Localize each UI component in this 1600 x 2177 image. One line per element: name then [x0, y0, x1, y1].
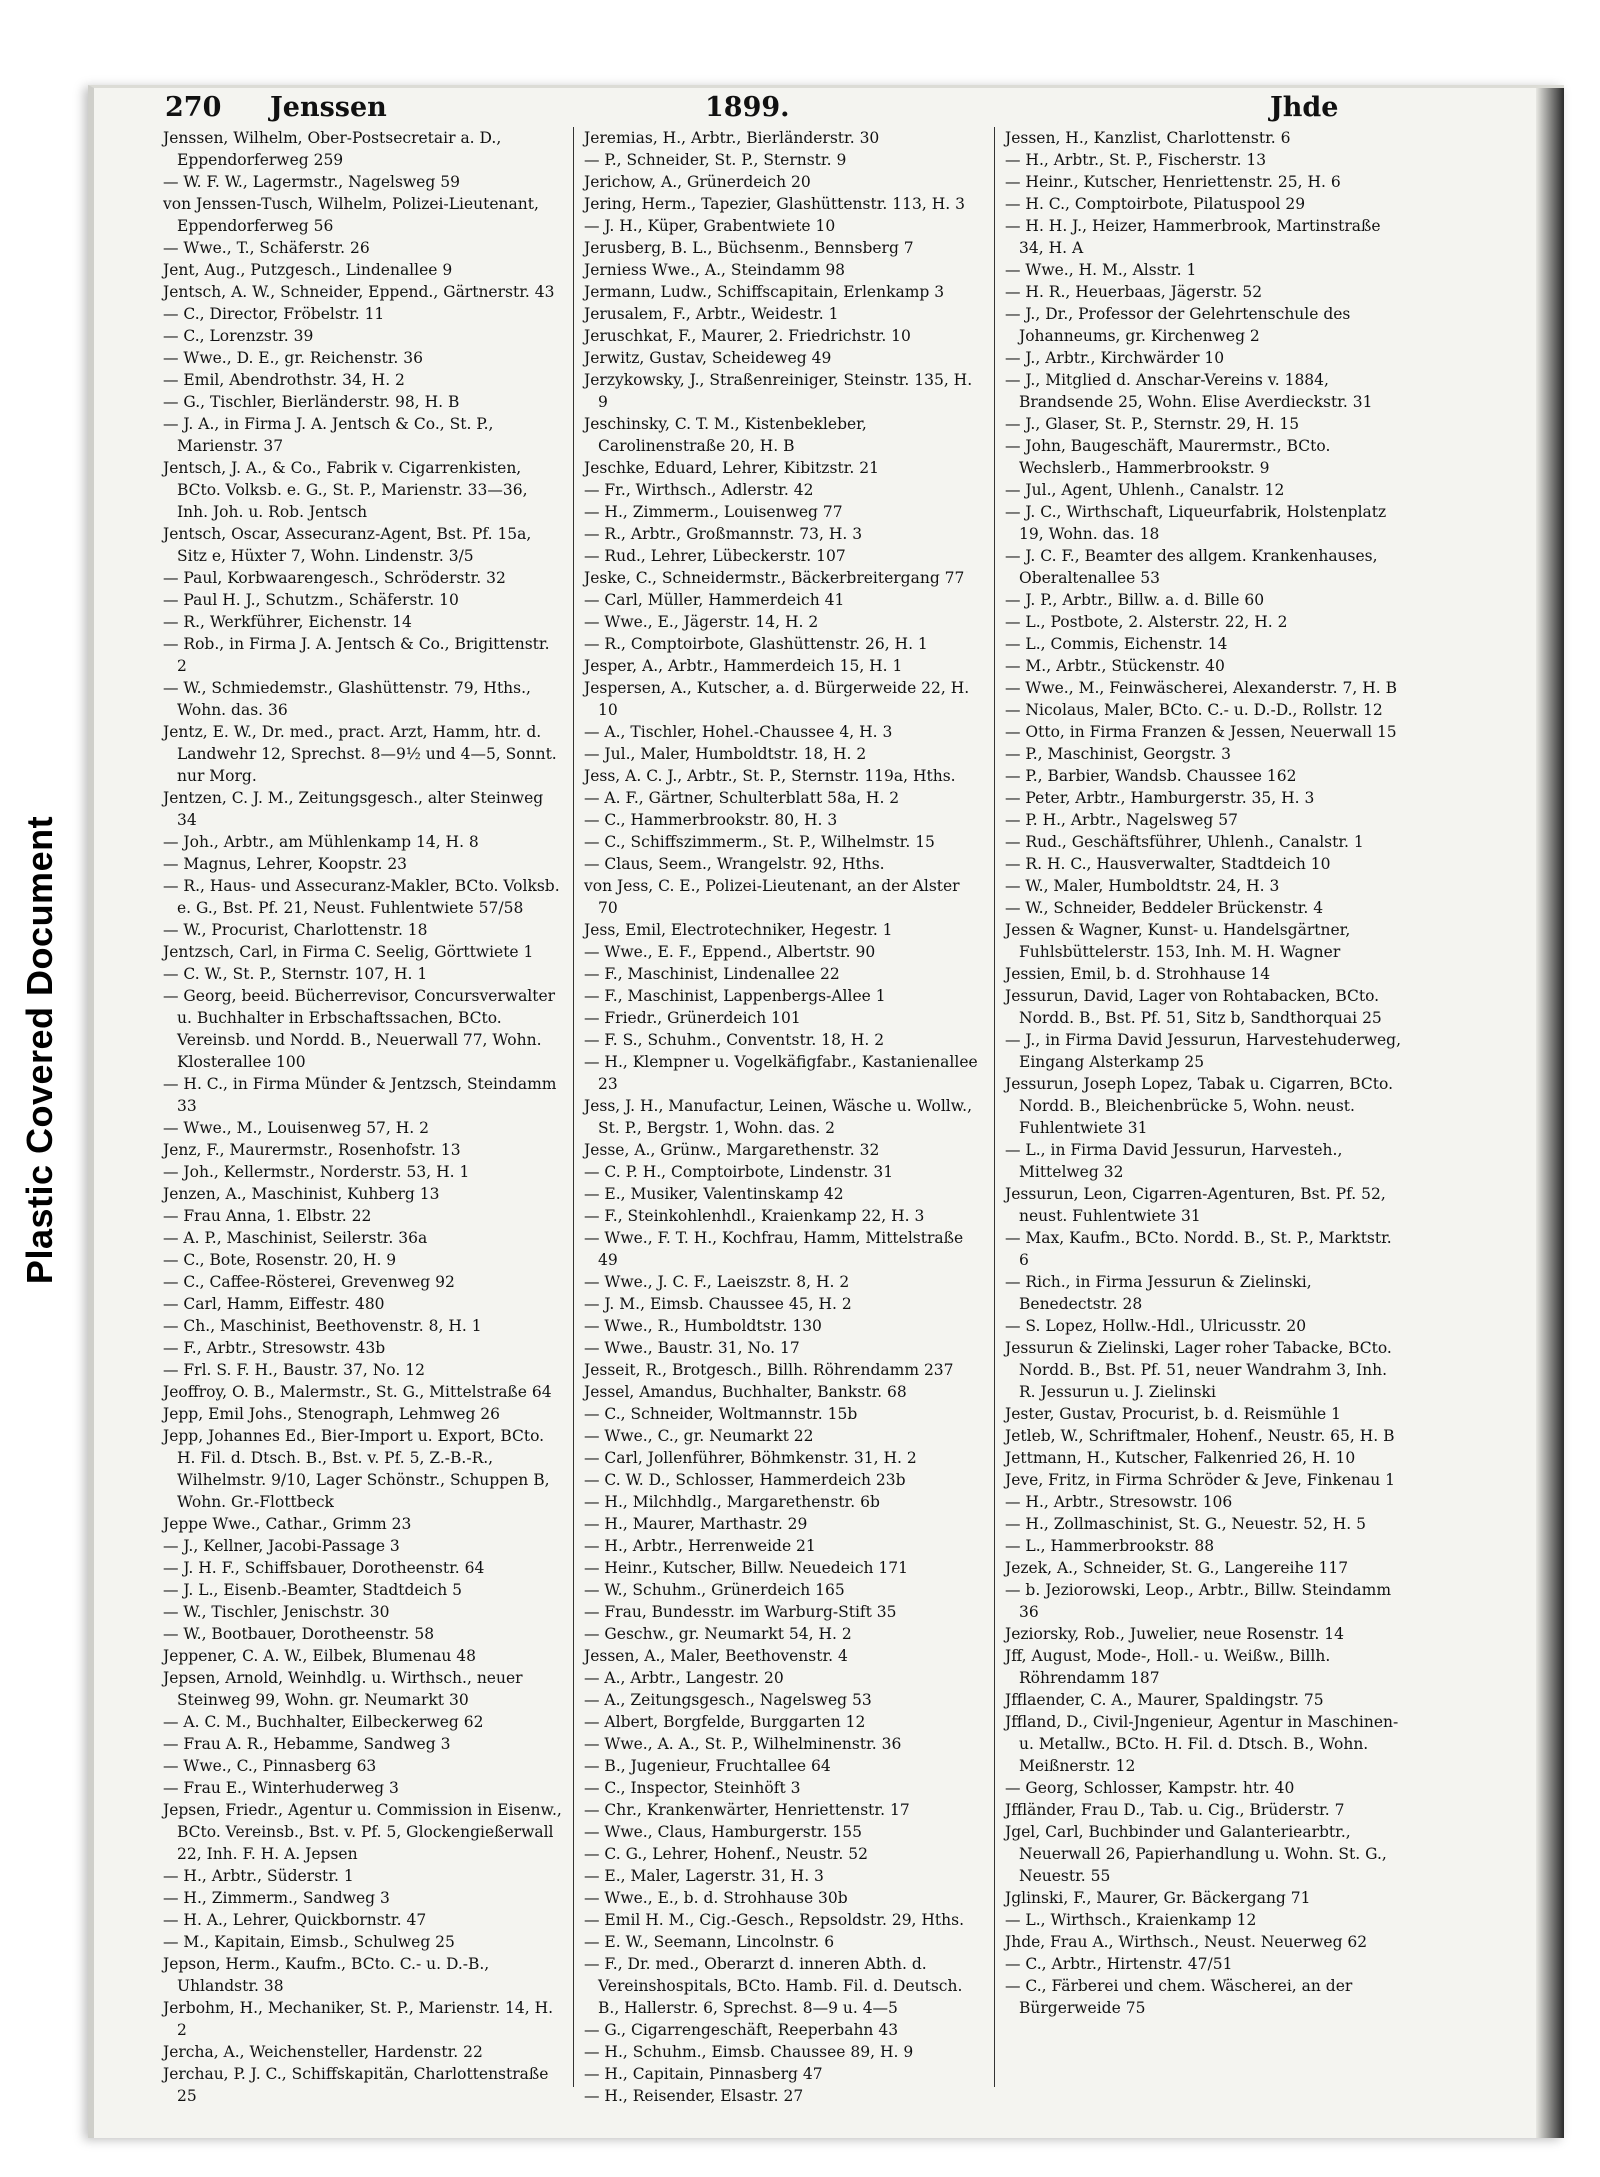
directory-entry: — W., Schuhm., Grünerdeich 165: [584, 1581, 845, 1599]
directory-entry: — P., Maschinist, Georgstr. 3: [1005, 745, 1231, 763]
directory-entry: — W., Bootbauer, Dorotheenstr. 58: [163, 1625, 435, 1643]
directory-entry: Jessurun, Leon, Cigarren-Agenturen, Bst. Pf. 52, neust. Fuhlentwiete 31: [1005, 1185, 1386, 1225]
directory-entry: Jessurun, David, Lager von Rohtabacken, BCto. Nordd. B., Bst. Pf. 51, Sitz b, Sandthorquai 25: [1005, 987, 1382, 1027]
directory-entry: — Chr., Krankenwärter, Henriettenstr. 17: [584, 1801, 910, 1819]
directory-entry: — A. C. M., Buchhalter, Eilbeckerweg 62: [163, 1713, 484, 1731]
directory-entry: Jepson, Herm., Kaufm., BCto. C.- u. D.-B., Uhlandstr. 38: [163, 1955, 490, 1995]
directory-entry: — S. Lopez, Hollw.-Hdl., Ulricusstr. 20: [1005, 1317, 1307, 1335]
directory-entry: — P. H., Arbtr., Nagelsweg 57: [1005, 811, 1238, 829]
directory-entry: — C. W. D., Schlosser, Hammerdeich 23b: [584, 1471, 906, 1489]
directory-entry: Jent, Aug., Putzgesch., Lindenallee 9: [163, 261, 453, 279]
directory-entry: Jess, A. C. J., Arbtr., St. P., Sternstr. 119a, Hths.: [584, 767, 956, 785]
directory-entry: — C. P. H., Comptoirbote, Lindenstr. 31: [584, 1163, 894, 1181]
directory-entry: — Wwe., T., Schäferstr. 26: [163, 239, 370, 257]
directory-entry: Jesseit, R., Brotgesch., Billh. Röhrendamm 237: [584, 1361, 954, 1379]
directory-entry: — C., Director, Fröbelstr. 11: [163, 305, 385, 323]
directory-entry: — Albert, Borgfelde, Burggarten 12: [584, 1713, 866, 1731]
directory-entry: — Frau A. R., Hebamme, Sandweg 3: [163, 1735, 451, 1753]
directory-entry: — Wwe., C., gr. Neumarkt 22: [584, 1427, 814, 1445]
directory-entry: — Geschw., gr. Neumarkt 54, H. 2: [584, 1625, 852, 1643]
directory-entry: Jerzykowsky, J., Straßenreiniger, Steinstr. 135, H. 9: [584, 371, 973, 411]
directory-entry: Jettmann, H., Kutscher, Falkenried 26, H. 10: [1005, 1449, 1356, 1467]
directory-entry: — Ch., Maschinist, Beethovenstr. 8, H. 1: [163, 1317, 482, 1335]
directory-entry: Jercha, A., Weichensteller, Hardenstr. 22: [163, 2043, 483, 2061]
directory-entry: — J. H. F., Schiffsbauer, Dorotheenstr. 64: [163, 1559, 485, 1577]
directory-entry: Jessen, H., Kanzlist, Charlottenstr. 6: [1005, 129, 1291, 147]
directory-entry: — W., Maler, Humboldtstr. 24, H. 3: [1005, 877, 1280, 895]
directory-entry: — H. H. J., Heizer, Hammerbrook, Martinstraße 34, H. A: [1005, 217, 1381, 257]
column-1: [163, 127, 573, 2105]
directory-entry: — L., Wirthsch., Kraienkamp 12: [1005, 1911, 1257, 1929]
header-year: 1899.: [705, 92, 790, 123]
directory-entry: Jeoffroy, O. B., Malermstr., St. G., Mittelstraße 64: [163, 1383, 552, 1401]
directory-entry: — C., Schneider, Woltmannstr. 15b: [584, 1405, 858, 1423]
page-edge: [1536, 88, 1564, 2138]
directory-entry: Jhde, Frau A., Wirthsch., Neust. Neuerweg 62: [1005, 1933, 1368, 1951]
directory-entry: Jermann, Ludw., Schiffscapitain, Erlenkamp 3: [584, 283, 945, 301]
directory-entry: — H., Arbtr., Herrenweide 21: [584, 1537, 816, 1555]
directory-entry: — J., Glaser, St. P., Sternstr. 29, H. 15: [1005, 415, 1300, 433]
directory-entry: Jeschinsky, C. T. M., Kistenbekleber, Carolinenstraße 20, H. B: [584, 415, 867, 455]
directory-entry: — Wwe., Baustr. 31, No. 17: [584, 1339, 800, 1357]
directory-entry: — Emil H. M., Cig.-Gesch., Repsoldstr. 29, Hths.: [584, 1911, 965, 1929]
directory-entry: — Wwe., D. E., gr. Reichenstr. 36: [163, 349, 423, 367]
directory-entry: — A., Tischler, Hohel.-Chaussee 4, H. 3: [584, 723, 893, 741]
directory-entry: — Wwe., F. T. H., Kochfrau, Hamm, Mittelstraße 49: [584, 1229, 964, 1269]
directory-entry: — C., Inspector, Steinhöft 3: [584, 1779, 801, 1797]
directory-entry: — Wwe., J. C. F., Laeiszstr. 8, H. 2: [584, 1273, 850, 1291]
directory-entry: — Wwe., E., Jägerstr. 14, H. 2: [584, 613, 819, 631]
directory-entry: Jess, Emil, Electrotechniker, Hegestr. 1: [584, 921, 893, 939]
directory-entry: — Wwe., R., Humboldtstr. 130: [584, 1317, 822, 1335]
directory-entry: — L., Commis, Eichenstr. 14: [1005, 635, 1228, 653]
directory-entry: — Wwe., E., b. d. Strohhause 30b: [584, 1889, 848, 1907]
directory-entry: Jessen, A., Maler, Beethovenstr. 4: [584, 1647, 848, 1665]
directory-entry: von Jess, C. E., Polizei-Lieutenant, an der Alster 70: [584, 877, 960, 917]
directory-entry: Jepsen, Arnold, Weinhdlg. u. Wirthsch., neuer Steinweg 99, Wohn. gr. Neumarkt 30: [163, 1669, 523, 1709]
directory-entry: Jffländer, Frau D., Tab. u. Cig., Brüderstr. 7: [1005, 1801, 1345, 1819]
directory-entry: — Carl, Müller, Hammerdeich 41: [584, 591, 845, 609]
directory-entry: — H., Schuhm., Eimsb. Chaussee 89, H. 9: [584, 2043, 914, 2061]
directory-entry: Jentsch, A. W., Schneider, Eppend., Gärtnerstr. 43: [163, 283, 555, 301]
directory-entry: — M., Arbtr., Stückenstr. 40: [1005, 657, 1225, 675]
directory-entry: — A. P., Maschinist, Seilerstr. 36a: [163, 1229, 428, 1247]
side-label: [0, 300, 80, 1800]
directory-entry: Jering, Herm., Tapezier, Glashüttenstr. 113, H. 3: [584, 195, 965, 213]
directory-entry: — J. H., Küper, Grabentwiete 10: [584, 217, 836, 235]
directory-entry: — C., Färberei und chem. Wäscherei, an der Bürgerweide 75: [1005, 1977, 1353, 2017]
directory-entry: — A., Arbtr., Langestr. 20: [584, 1669, 784, 1687]
directory-entry: — R., Werkführer, Eichenstr. 14: [163, 613, 412, 631]
directory-entry: — J., Dr., Professor der Gelehrtenschule des Johanneums, gr. Kirchenweg 2: [1005, 305, 1351, 345]
header-right-word: Jhde: [1270, 92, 1339, 123]
directory-entry: — Frau, Bundesstr. im Warburg-Stift 35: [584, 1603, 897, 1621]
directory-entry: — C., Bote, Rosenstr. 20, H. 9: [163, 1251, 397, 1269]
directory-entry: — F., Arbtr., Stresowstr. 43b: [163, 1339, 386, 1357]
directory-entry: — J. C. F., Beamter des allgem. Krankenhauses, Oberaltenallee 53: [1005, 547, 1378, 587]
directory-entry: — G., Tischler, Bierländerstr. 98, H. B: [163, 393, 460, 411]
directory-entry: — J. P., Arbtr., Billw. a. d. Bille 60: [1005, 591, 1265, 609]
directory-entry: Jetleb, W., Schriftmaler, Hohenf., Neustr. 65, H. B: [1005, 1427, 1395, 1445]
directory-entry: — John, Baugeschäft, Maurermstr., BCto. Wechslerb., Hammerbrookstr. 9: [1005, 437, 1331, 477]
directory-entry: — G., Cigarrengeschäft, Reeperbahn 43: [584, 2021, 899, 2039]
directory-entry: — J., Mitglied d. Anschar-Vereins v. 1884, Brandsende 25, Wohn. Elise Averdieckstr. 31: [1005, 371, 1373, 411]
directory-entry: — H., Capitain, Pinnasberg 47: [584, 2065, 823, 2083]
directory-entry: — Heinr., Kutscher, Billw. Neuedeich 171: [584, 1559, 909, 1577]
directory-entry: Jentzsch, Carl, in Firma C. Seelig, Görttwiete 1: [163, 943, 534, 961]
directory-entry: Jerichow, A., Grünerdeich 20: [584, 173, 811, 191]
directory-entry: — Rud., Geschäftsführer, Uhlenh., Canalstr. 1: [1005, 833, 1364, 851]
directory-entry: Jessurun & Zielinski, Lager roher Tabacke, BCto. Nordd. B., Bst. Pf. 51, neuer Wandrahm 3, Inh. R. Jessurun u. J. Zielinski: [1005, 1339, 1392, 1401]
directory-entry: Jeppener, C. A. W., Eilbek, Blumenau 48: [163, 1647, 476, 1665]
directory-entry: — R. H. C., Hausverwalter, Stadtdeich 10: [1005, 855, 1331, 873]
directory-entry: Jerwitz, Gustav, Scheideweg 49: [584, 349, 832, 367]
directory-entry: Jgel, Carl, Buchbinder und Galanteriearbtr., Neuerwall 26, Papierhandlung u. Wohn. St. G., Neuestr. 55: [1005, 1823, 1387, 1885]
directory-entry: Jepp, Emil Johs., Stenograph, Lehmweg 26: [163, 1405, 501, 1423]
directory-entry: — F., Maschinist, Lindenallee 22: [584, 965, 840, 983]
directory-entry: — L., Hammerbrookstr. 88: [1005, 1537, 1215, 1555]
directory-entry: Jerusberg, B. L., Büchsenm., Bennsberg 7: [584, 239, 914, 257]
directory-entry: — H. C., Comptoirbote, Pilatuspool 29: [1005, 195, 1306, 213]
directory-entry: — J. L., Eisenb.-Beamter, Stadtdeich 5: [163, 1581, 463, 1599]
directory-entry: Jessen & Wagner, Kunst- u. Handelsgärtner, Fuhlsbüttelerstr. 153, Inh. M. H. Wagner: [1005, 921, 1351, 961]
directory-entry: — Rud., Lehrer, Lübeckerstr. 107: [584, 547, 846, 565]
directory-entry: — R., Comptoirbote, Glashüttenstr. 26, H. 1: [584, 635, 928, 653]
directory-entry: — Wwe., Claus, Hamburgerstr. 155: [584, 1823, 863, 1841]
directory-entry: — Wwe., C., Pinnasberg 63: [163, 1757, 377, 1775]
column-2: [573, 127, 994, 2105]
directory-columns: [163, 127, 1418, 2105]
directory-entry: Jenzen, A., Maschinist, Kuhberg 13: [163, 1185, 440, 1203]
directory-entry: — F., Maschinist, Lappenbergs-Allee 1: [584, 987, 886, 1005]
directory-entry: — Carl, Hamm, Eiffestr. 480: [163, 1295, 385, 1313]
directory-entry: — Georg, beeid. Bücherrevisor, Concursverwalter u. Buchhalter in Erbschaftssachen, BCto. Vereinsb. und Nordd. B., Neuerwall 77, Wohn. Klosterallee 100: [163, 987, 556, 1071]
directory-entry: — H., Klempner u. Vogelkäfigfabr., Kastanienallee 23: [584, 1053, 978, 1093]
directory-entry: — J. A., in Firma J. A. Jentsch & Co., St. P., Marienstr. 37: [163, 415, 494, 455]
directory-entry: — Frau E., Winterhuderweg 3: [163, 1779, 399, 1797]
directory-entry: — H., Zimmerm., Louisenweg 77: [584, 503, 843, 521]
directory-entry: — Claus, Seem., Wrangelstr. 92, Hths.: [584, 855, 885, 873]
directory-entry: — F. S., Schuhm., Conventstr. 18, H. 2: [584, 1031, 885, 1049]
directory-entry: — J. C., Wirthschaft, Liqueurfabrik, Holstenplatz 19, Wohn. das. 18: [1005, 503, 1387, 543]
directory-entry: — Rich., in Firma Jessurun & Zielinski, Benedectstr. 28: [1005, 1273, 1312, 1313]
directory-entry: Jeve, Fritz, in Firma Schröder & Jeve, Finkenau 1: [1005, 1471, 1395, 1489]
directory-entry: — H. C., in Firma Münder & Jentzsch, Steindamm 33: [163, 1075, 557, 1115]
directory-entry: — E. W., Seemann, Lincolnstr. 6: [584, 1933, 835, 1951]
directory-entry: — Wwe., E. F., Eppend., Albertstr. 90: [584, 943, 876, 961]
directory-entry: Jepsen, Friedr., Agentur u. Commission in Eisenw., BCto. Vereinsb., Bst. v. Pf. 5, Glockengießerwall 22, Inh. F. H. A. Jepsen: [163, 1801, 562, 1863]
directory-entry: Jeziorsky, Rob., Juwelier, neue Rosenstr. 14: [1005, 1625, 1344, 1643]
directory-entry: Jezek, A., Schneider, St. G., Langereihe 117: [1005, 1559, 1349, 1577]
directory-entry: — H., Arbtr., St. P., Fischerstr. 13: [1005, 151, 1267, 169]
directory-entry: — M., Kapitain, Eimsb., Schulweg 25: [163, 1933, 455, 1951]
directory-entry: — Paul H. J., Schutzm., Schäferstr. 10: [163, 591, 459, 609]
directory-entry: — H., Zimmerm., Sandweg 3: [163, 1889, 390, 1907]
directory-entry: — Jul., Agent, Uhlenh., Canalstr. 12: [1005, 481, 1285, 499]
directory-entry: — E., Maler, Lagerstr. 31, H. 3: [584, 1867, 824, 1885]
directory-entry: Jester, Gustav, Procurist, b. d. Reismühle 1: [1005, 1405, 1341, 1423]
directory-entry: — b. Jeziorowski, Leop., Arbtr., Billw. Steindamm 36: [1005, 1581, 1392, 1621]
directory-entry: Jglinski, F., Maurer, Gr. Bäckergang 71: [1005, 1889, 1311, 1907]
directory-entry: — R., Arbtr., Großmannstr. 73, H. 3: [584, 525, 863, 543]
directory-entry: — Otto, in Firma Franzen & Jessen, Neuerwall 15: [1005, 723, 1397, 741]
page-header: [165, 92, 1395, 132]
directory-entry: — Rob., in Firma J. A. Jentsch & Co., Brigittenstr. 2: [163, 635, 550, 675]
directory-entry: — Heinr., Kutscher, Henriettenstr. 25, H. 6: [1005, 173, 1341, 191]
directory-entry: — C., Arbtr., Hirtenstr. 47/51: [1005, 1955, 1233, 1973]
directory-entry: Jentzen, C. J. M., Zeitungsgesch., alter Steinweg 34: [163, 789, 544, 829]
directory-entry: — H. R., Heuerbaas, Jägerstr. 52: [1005, 283, 1263, 301]
directory-entry: Jessel, Amandus, Buchhalter, Bankstr. 68: [584, 1383, 907, 1401]
directory-entry: — Wwe., H. M., Alsstr. 1: [1005, 261, 1197, 279]
directory-entry: — Jul., Maler, Humboldtstr. 18, H. 2: [584, 745, 867, 763]
directory-entry: Jentsch, J. A., & Co., Fabrik v. Cigarrenkisten, BCto. Volksb. e. G., St. P., Marienstr. 33—36, Inh. Joh. u. Rob. Jentsch: [163, 459, 528, 521]
directory-entry: — Max, Kaufm., BCto. Nordd. B., St. P., Marktstr. 6: [1005, 1229, 1392, 1269]
directory-entry: — Friedr., Grünerdeich 101: [584, 1009, 801, 1027]
directory-entry: — Frl. S. F. H., Baustr. 37, No. 12: [163, 1361, 425, 1379]
directory-entry: — W. F. W., Lagermstr., Nagelsweg 59: [163, 173, 460, 191]
directory-entry: — A., Zeitungsgesch., Nagelsweg 53: [584, 1691, 872, 1709]
directory-entry: Jeschke, Eduard, Lehrer, Kibitzstr. 21: [584, 459, 879, 477]
directory-entry: — H. A., Lehrer, Quickbornstr. 47: [163, 1911, 427, 1929]
directory-entry: — C., Caffee-Rösterei, Grevenweg 92: [163, 1273, 455, 1291]
directory-entry: Jerniess Wwe., A., Steindamm 98: [584, 261, 846, 279]
directory-entry: Jepp, Johannes Ed., Bier-Import u. Export, BCto. H. Fil. d. Dtsch. B., Bst. v. Pf. 5, Z.-B.-R., Wilhelmstr. 9/10, Lager Schönstr., Schuppen B, Wohn. Gr.-Flottbeck: [163, 1427, 550, 1511]
directory-entry: — Carl, Jollenführer, Böhmkenstr. 31, H. 2: [584, 1449, 917, 1467]
directory-entry: — F., Dr. med., Oberarzt d. inneren Abth. d. Vereinshospitals, BCto. Hamb. Fil. d. Deutsch. B., Hallerstr. 6, Sprechst. 8—9 u. 4—5: [584, 1955, 963, 2017]
directory-entry: Jeske, C., Schneidermstr., Bäckerbreitergang 77: [584, 569, 965, 587]
directory-entry: Jeruschkat, F., Maurer, 2. Friedrichstr. 10: [584, 327, 911, 345]
directory-entry: — Wwe., M., Feinwäscherei, Alexanderstr. 7, H. B: [1005, 679, 1397, 697]
directory-entry: Jessurun, Joseph Lopez, Tabak u. Cigarren, BCto. Nordd. B., Bleichenbrücke 5, Wohn. neust. Fuhlentwiete 31: [1005, 1075, 1394, 1137]
page-number: 270: [165, 92, 222, 123]
directory-entry: Jffland, D., Civil-Jngenieur, Agentur in Maschinen- u. Metallw., BCto. H. Fil. d. Dtsch. B., Wohn. Meißnerstr. 12: [1005, 1713, 1399, 1775]
column-3: [994, 127, 1405, 2087]
directory-entry: — C., Schiffszimmerm., St. P., Wilhelmstr. 15: [584, 833, 935, 851]
directory-entry: Jentz, E. W., Dr. med., pract. Arzt, Hamm, htr. d. Landwehr 12, Sprechst. 8—9½ und 4—5, Sonnt. nur Morg.: [163, 723, 557, 785]
directory-entry: von Jenssen-Tusch, Wilhelm, Polizei-Lieutenant, Eppendorferweg 56: [163, 195, 539, 235]
directory-entry: — J., Kellner, Jacobi-Passage 3: [163, 1537, 400, 1555]
directory-entry: — Emil, Abendrothstr. 34, H. 2: [163, 371, 405, 389]
directory-entry: Jesse, A., Grünw., Margarethenstr. 32: [584, 1141, 880, 1159]
directory-entry: — Georg, Schlosser, Kampstr. htr. 40: [1005, 1779, 1295, 1797]
directory-entry: — Peter, Arbtr., Hamburgerstr. 35, H. 3: [1005, 789, 1315, 807]
directory-entry: Jentsch, Oscar, Assecuranz-Agent, Bst. Pf. 15a, Sitz e, Hüxter 7, Wohn. Lindenstr. 3/5: [163, 525, 532, 565]
directory-entry: Jenz, F., Maurermstr., Rosenhofstr. 13: [163, 1141, 461, 1159]
directory-entry: — C. W., St. P., Sternstr. 107, H. 1: [163, 965, 428, 983]
directory-entry: — Fr., Wirthsch., Adlerstr. 42: [584, 481, 814, 499]
directory-entry: — P., Barbier, Wandsb. Chaussee 162: [1005, 767, 1297, 785]
directory-entry: Jenssen, Wilhelm, Ober-Postsecretair a. D., Eppendorferweg 259: [163, 129, 502, 169]
directory-entry: — Joh., Arbtr., am Mühlenkamp 14, H. 8: [163, 833, 479, 851]
directory-entry: — Frau Anna, 1. Elbstr. 22: [163, 1207, 372, 1225]
directory-entry: — E., Musiker, Valentinskamp 42: [584, 1185, 844, 1203]
directory-entry: — H., Arbtr., Stresowstr. 106: [1005, 1493, 1233, 1511]
header-left-word: Jenssen: [270, 92, 387, 123]
directory-entry: Jeppe Wwe., Cathar., Grimm 23: [163, 1515, 412, 1533]
directory-entry: — B., Jugenieur, Fruchtallee 64: [584, 1757, 831, 1775]
directory-entry: — W., Schneider, Beddeler Brückenstr. 4: [1005, 899, 1324, 917]
directory-entry: — Wwe., A. A., St. P., Wilhelminenstr. 36: [584, 1735, 902, 1753]
directory-entry: — W., Tischler, Jenischstr. 30: [163, 1603, 390, 1621]
directory-entry: — C., Hammerbrookstr. 80, H. 3: [584, 811, 838, 829]
directory-entry: Jespersen, A., Kutscher, a. d. Bürgerweide 22, H. 10: [584, 679, 970, 719]
directory-entry: — C., Lorenzstr. 39: [163, 327, 314, 345]
side-label-text: Plastic Covered Document: [19, 815, 61, 1285]
directory-entry: — F., Steinkohlenhdl., Kraienkamp 22, H. 3: [584, 1207, 925, 1225]
directory-entry: — C. G., Lehrer, Hohenf., Neustr. 52: [584, 1845, 868, 1863]
directory-entry: — H., Reisender, Elsastr. 27: [584, 2087, 804, 2105]
directory-entry: Jfflaender, C. A., Maurer, Spaldingstr. 75: [1005, 1691, 1324, 1709]
directory-entry: — H., Arbtr., Süderstr. 1: [163, 1867, 354, 1885]
directory-entry: Jess, J. H., Manufactur, Leinen, Wäsche u. Wollw., St. P., Bergstr. 1, Wohn. das. 2: [584, 1097, 973, 1137]
directory-entry: — Wwe., M., Louisenweg 57, H. 2: [163, 1119, 430, 1137]
directory-entry: Jerbohm, H., Mechaniker, St. P., Marienstr. 14, H. 2: [163, 1999, 554, 2039]
directory-entry: — A. F., Gärtner, Schulterblatt 58a, H. 2: [584, 789, 900, 807]
directory-entry: — H., Milchhdlg., Margarethenstr. 6b: [584, 1493, 880, 1511]
directory-entry: — P., Schneider, St. P., Sternstr. 9: [584, 151, 847, 169]
directory-entry: — W., Schmiedemstr., Glashüttenstr. 79, Hths., Wohn. das. 36: [163, 679, 531, 719]
directory-entry: — J., in Firma David Jessurun, Harvestehuderweg, Eingang Alsterkamp 25: [1005, 1031, 1402, 1071]
directory-entry: — H., Maurer, Marthastr. 29: [584, 1515, 808, 1533]
directory-entry: Jessien, Emil, b. d. Strohhause 14: [1005, 965, 1271, 983]
directory-entry: — H., Zollmaschinist, St. G., Neuestr. 52, H. 5: [1005, 1515, 1366, 1533]
directory-entry: — J. M., Eimsb. Chaussee 45, H. 2: [584, 1295, 852, 1313]
directory-entry: — L., in Firma David Jessurun, Harvesteh., Mittelweg 32: [1005, 1141, 1343, 1181]
directory-entry: — Nicolaus, Maler, BCto. C.- u. D.-D., Rollstr. 12: [1005, 701, 1383, 719]
directory-entry: Jerusalem, F., Arbtr., Weidestr. 1: [584, 305, 839, 323]
directory-entry: — Paul, Korbwaarengesch., Schröderstr. 32: [163, 569, 506, 587]
directory-entry: — Joh., Kellermstr., Norderstr. 53, H. 1: [163, 1163, 470, 1181]
directory-entry: Jeremias, H., Arbtr., Bierländerstr. 30: [584, 129, 880, 147]
directory-entry: — L., Postbote, 2. Alsterstr. 22, H. 2: [1005, 613, 1288, 631]
directory-entry: — R., Haus- und Assecuranz-Makler, BCto. Volksb. e. G., Bst. Pf. 21, Neust. Fuhlentwiete 57/58: [163, 877, 560, 917]
directory-entry: Jff, August, Mode-, Holl.- u. Weißw., Billh. Röhrendamm 187: [1005, 1647, 1331, 1687]
directory-entry: — W., Procurist, Charlottenstr. 18: [163, 921, 428, 939]
directory-entry: — J., Arbtr., Kirchwärder 10: [1005, 349, 1225, 367]
directory-entry: Jesper, A., Arbtr., Hammerdeich 15, H. 1: [584, 657, 903, 675]
directory-entry: Jerchau, P. J. C., Schiffskapitän, Charlottenstraße 25: [163, 2065, 549, 2105]
directory-entry: — Magnus, Lehrer, Koopstr. 23: [163, 855, 408, 873]
